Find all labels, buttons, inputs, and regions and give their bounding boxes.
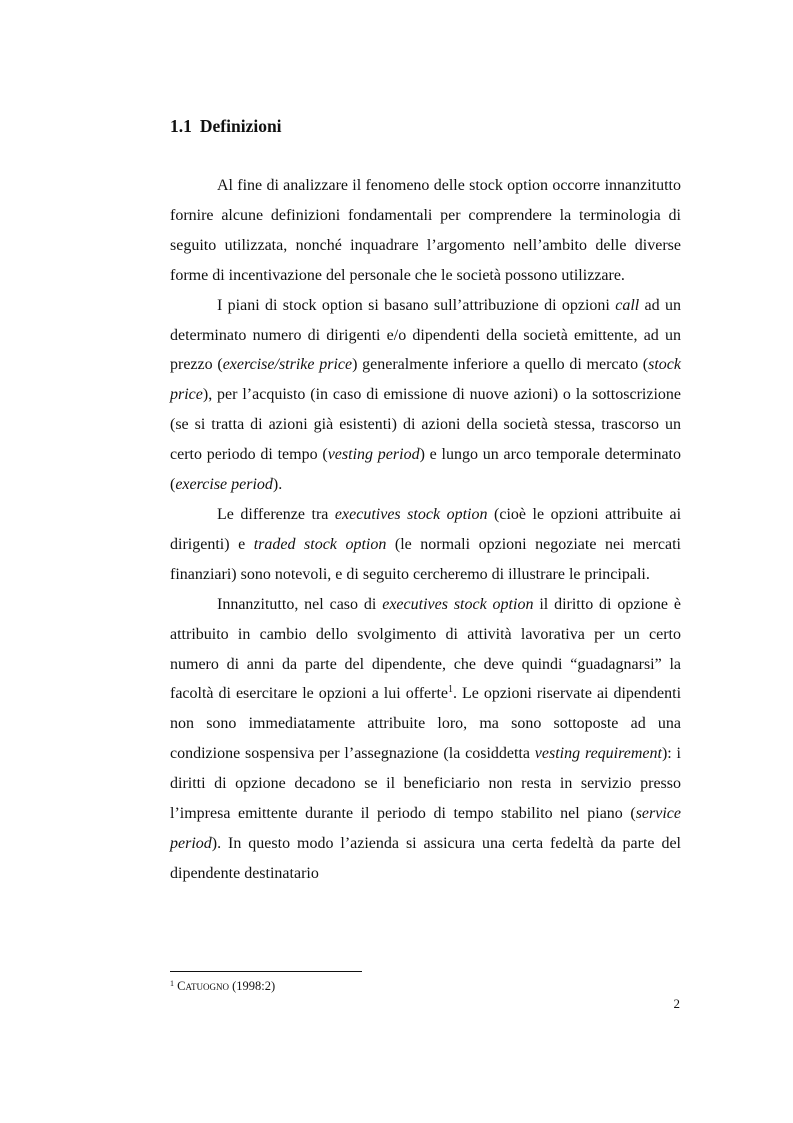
paragraph-2 [170,291,681,500]
paragraph-3 [170,500,681,590]
p2-italic-4: vesting period [327,446,420,464]
p1-text-1: Al fine di analizzare il fenomeno delle stock option occorre innanzitutto fornire alcune definizioni fondamentali per comprendere la terminologia di seguito utilizzata, nonché inquadrare l’argomento nell’ambito delle diverse forme di incentivazione del personale che le società possono utilizzare. [170,177,681,284]
p4-text-1: Innanzitutto, nel caso di [217,595,383,613]
section-heading [170,114,282,138]
p3-text-1: Le differenze tra [217,505,335,523]
p2-text-5: ) e lungo un arco temporale determinato ( [170,446,681,494]
p2-italic-1: call [615,296,640,314]
p4-italic-3: service period [170,805,681,852]
paragraph-1 [170,171,681,291]
footnote-marker: 1 [170,979,174,988]
footnote-citation: (1998:2) [228,979,276,993]
section-number: 1.1 [170,116,192,136]
p4-text-2: il diritto di opzione è attribuito in cambio dello svolgimento di attività lavorativa per un certo numero di anni da parte del dipendente, che deve quindi “guadagnarsi” la facoltà di esercitare le opzioni a lui offerte [170,595,681,703]
p2-text-6: ). [272,476,283,494]
p3-text-3: (le normali opzioni negoziate nei mercati finanziari) sono notevoli, e di seguito cercheremo di illustrare le principali. [170,535,682,583]
p3-italic-1: executives stock option [334,505,488,523]
p2-text-1: I piani di stock option si basano sull’attribuzione di opzioni [217,296,616,314]
footnote-divider [170,971,362,972]
p2-italic-2: exercise/strike price [222,356,353,374]
p2-italic-3: stock price [170,356,681,404]
p3-text-2: (cioè le opzioni attribuite ai dirigenti) e [170,505,682,553]
p3-italic-2: traded stock option [253,535,387,553]
p2-italic-5: exercise period [175,476,273,494]
body-text [170,171,681,889]
footnote-author: Catuogno [177,979,229,993]
footnote-reference[interactable]: 1 [448,684,454,696]
paragraph-4 [170,590,681,889]
p4-text-4: ): i diritti di opzione decadono se il beneficiario non resta in servizio presso l’impresa emittente durante il periodo di tempo stabilito nel piano ( [170,745,681,823]
page-number: 2 [673,996,680,1011]
p2-text-2: ad un determinato numero di dirigenti e/o dipendenti della società emittente, ad un prezzo ( [170,296,681,374]
section-title: Definizioni [199,116,282,136]
p4-text-3: . Le opzioni riservate ai dipendenti non sono immediatamente attribuite loro, ma sono sottoposte ad una condizione sospensiva per l’assegnazione (la cosiddetta [170,685,682,763]
p4-text-5: ). In questo modo l’azienda si assicura una certa fedeltà da parte del dipendente destinatario [170,834,681,882]
footnote [170,978,275,994]
p4-italic-1: executives stock option [382,595,534,613]
p2-text-3: ) generalmente inferiore a quello di mercato ( [352,356,649,374]
p2-text-4: ), per l’acquisto (in caso di emissione di nuove azioni) o la sottoscrizione (se si tratta di azioni già esistenti) di azioni della società stessa, trascorso un certo periodo di tempo ( [170,386,681,464]
p4-italic-2: vesting requirement [534,745,662,763]
